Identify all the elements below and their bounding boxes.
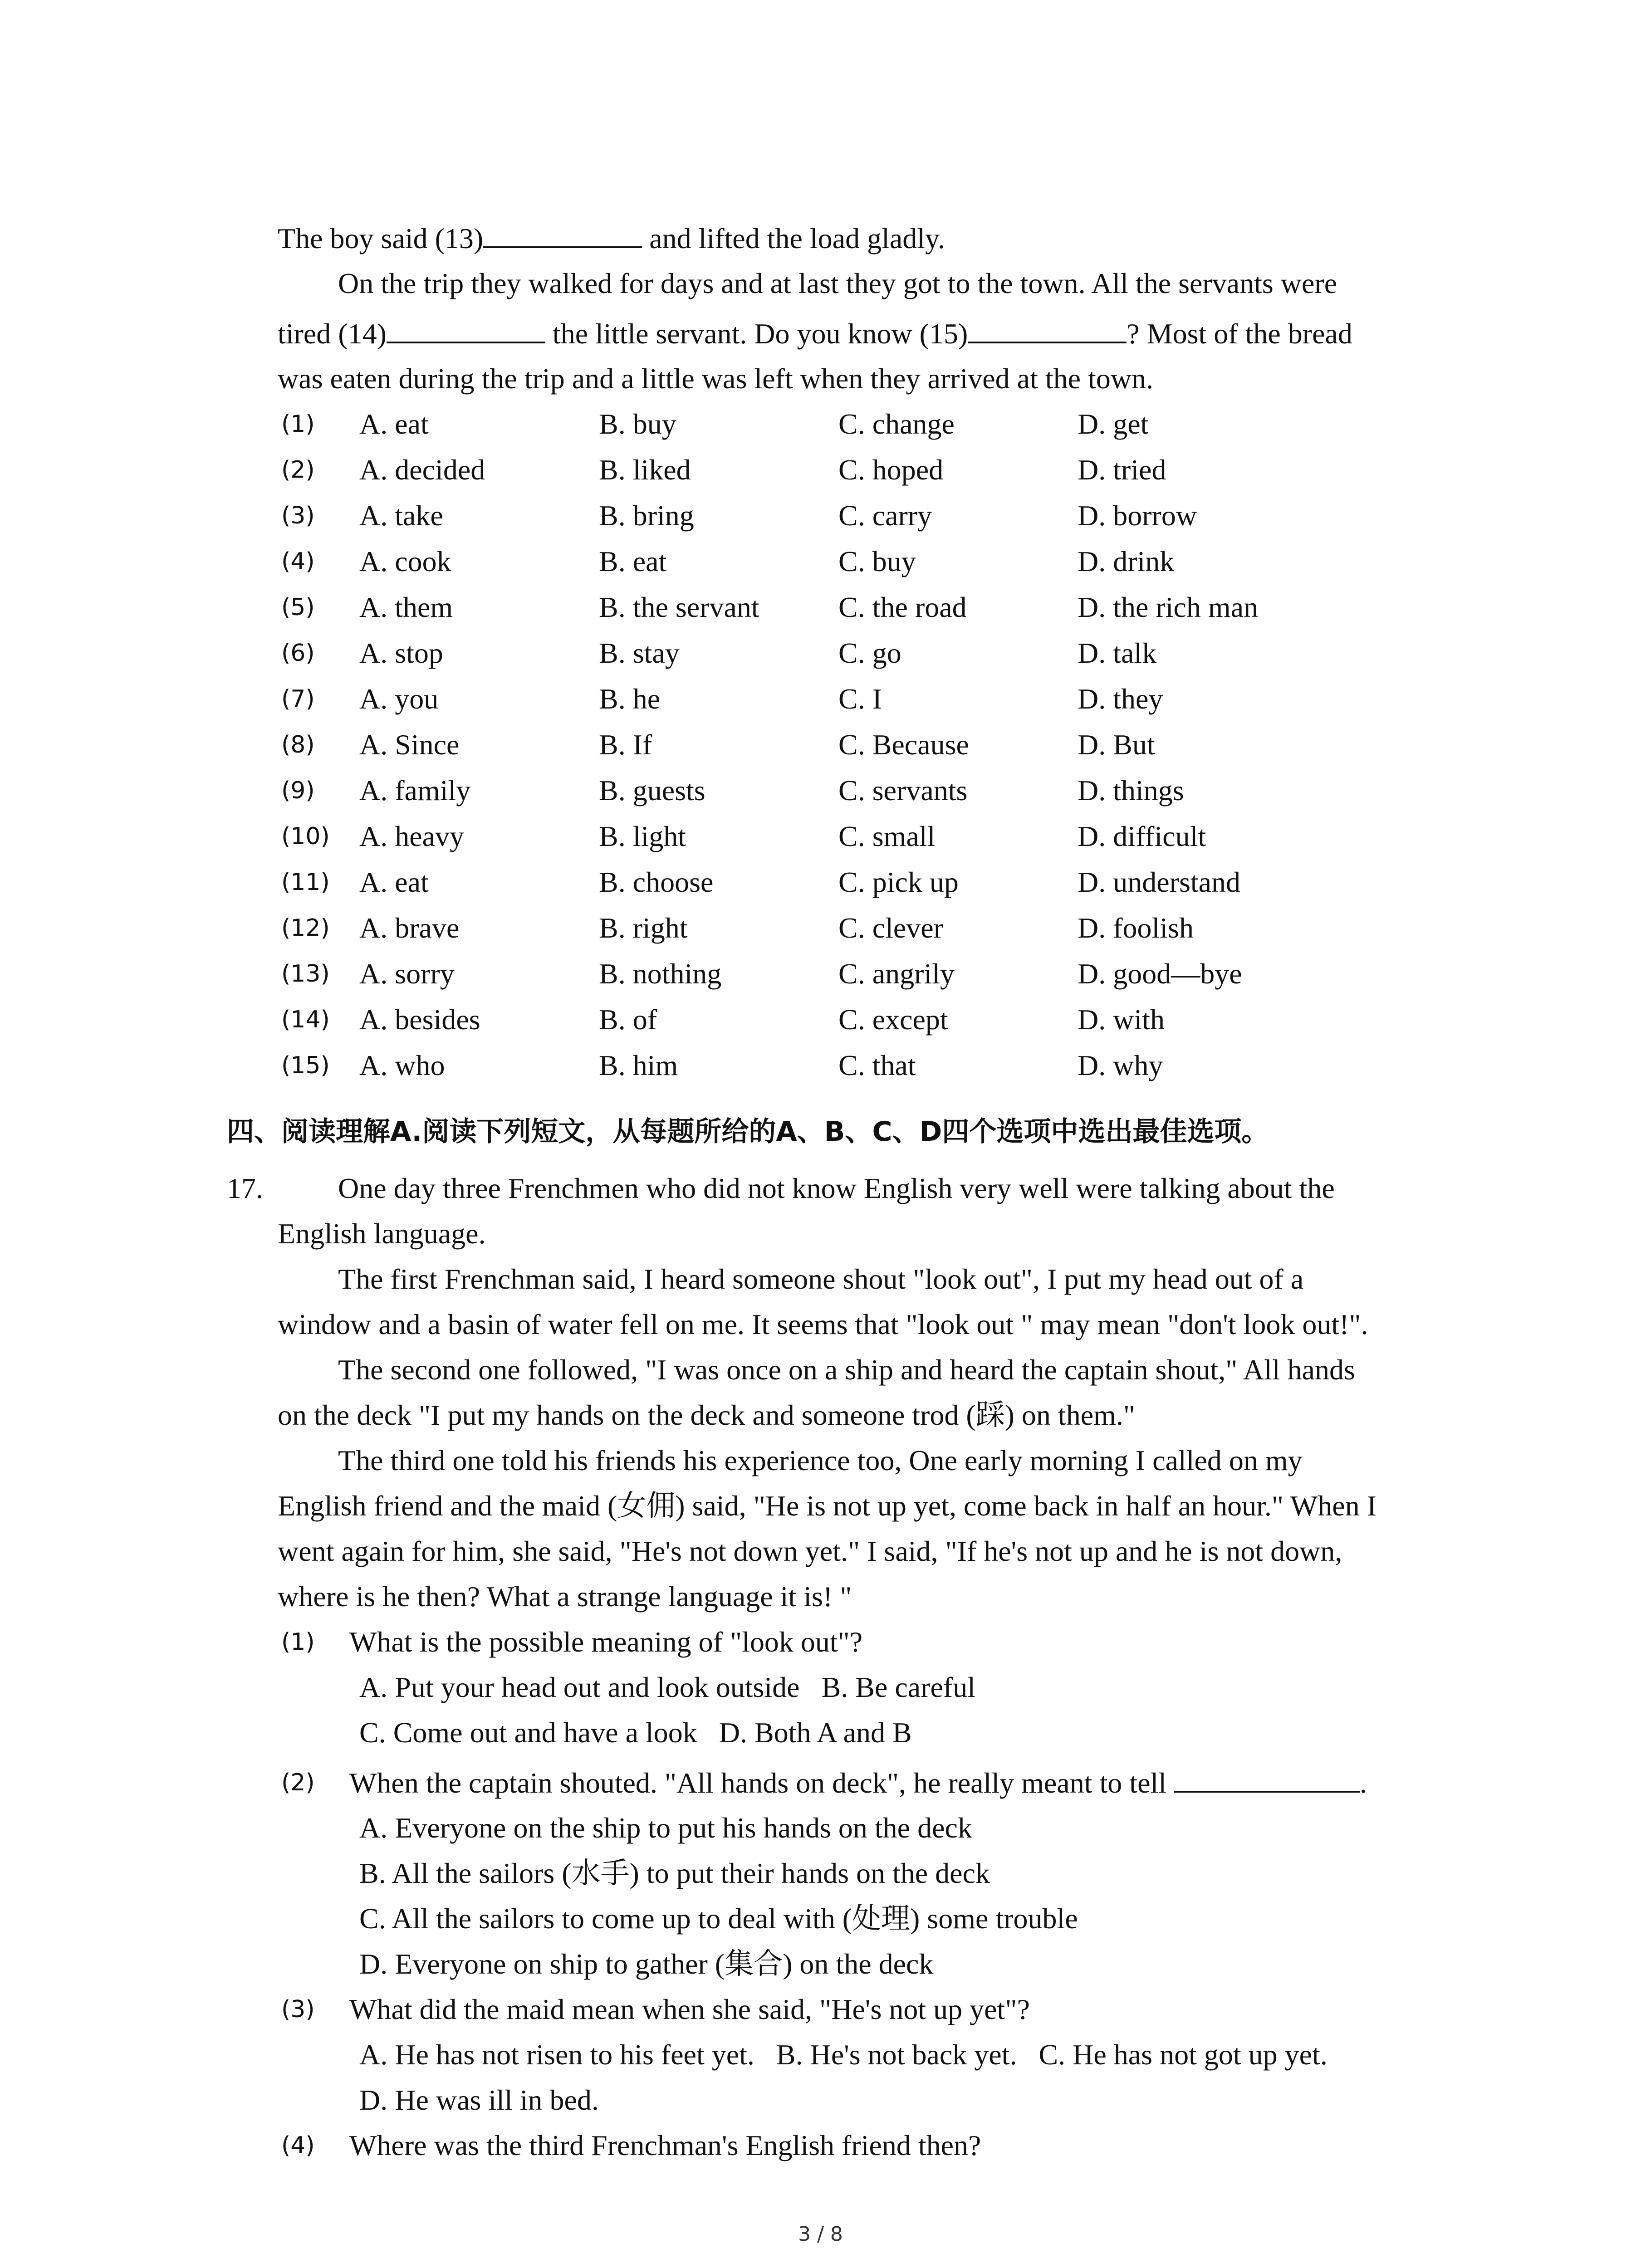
option-c: C. buy — [838, 545, 916, 577]
option-b: B. light — [599, 820, 686, 852]
option-row — [0, 635, 1641, 671]
option-c: C. except — [838, 1003, 948, 1036]
question-text: What is the possible meaning of "look out"? — [349, 1626, 863, 1658]
reading-line: One day three Frenchmen who did not know English very well were talking about the — [338, 1172, 1335, 1204]
option-b: B. the servant — [599, 591, 759, 623]
option-d: D. with — [1078, 1003, 1165, 1036]
option-c: C. small — [838, 820, 936, 852]
option-d: D. borrow — [1078, 499, 1197, 532]
option-d: D. But — [1078, 728, 1155, 761]
question-number: (9) — [281, 777, 315, 804]
answer-option: A. He has not risen to his feet yet. B. He's not back yet. C. He has not got up yet. — [359, 2038, 1327, 2071]
reading-line: window and a basin of water fell on me. It seems that "look out " may mean "don't look out!". — [278, 1308, 1368, 1340]
option-a: A. heavy — [359, 820, 465, 852]
answer-option: B. All the sailors (水手) to put their hands on the deck — [359, 1857, 990, 1889]
option-a: A. family — [359, 774, 471, 807]
option-c: C. I — [838, 683, 882, 715]
option-c: C. hoped — [838, 454, 944, 486]
question-number: (3) — [281, 1996, 315, 2023]
question-number: (15) — [281, 1052, 330, 1079]
question-text-body: When the captain shouted. "All hands on deck", he really meant to tell — [349, 1767, 1174, 1799]
option-row — [0, 589, 1641, 626]
option-c: C. carry — [838, 499, 932, 532]
option-d: D. difficult — [1078, 820, 1206, 852]
passage-line — [278, 315, 1352, 352]
option-d: D. why — [1078, 1049, 1163, 1081]
option-a: A. eat — [359, 866, 429, 898]
option-c: C. that — [838, 1049, 916, 1081]
reading-line: English friend and the maid (女佣) said, "He is not up yet, come back in half an hour." When I — [278, 1490, 1377, 1522]
option-d: D. drink — [1078, 545, 1175, 577]
option-a: A. decided — [359, 454, 485, 486]
option-row — [0, 910, 1641, 946]
option-b: B. buy — [599, 408, 676, 440]
passage-text: tired (14) — [278, 318, 387, 350]
option-b: B. of — [599, 1003, 657, 1036]
option-row — [0, 681, 1641, 717]
reading-line: on the deck "I put my hands on the deck and someone trod (踩) on them." — [278, 1399, 1136, 1431]
passage-line — [278, 220, 945, 257]
option-c: C. clever — [838, 912, 943, 944]
option-b: B. choose — [599, 866, 714, 898]
passage-text: The boy said (13) — [278, 222, 484, 254]
answer-blank — [1174, 1765, 1360, 1793]
question-number: (7) — [281, 685, 315, 713]
option-a: A. eat — [359, 408, 429, 440]
question-number: (12) — [281, 914, 330, 942]
option-a: A. Since — [359, 728, 460, 761]
question-text — [349, 1765, 1367, 1801]
passage-text: the little servant. Do you know (15) — [545, 318, 968, 350]
option-a: A. stop — [359, 637, 443, 669]
option-d: D. foolish — [1078, 912, 1194, 944]
option-b: B. stay — [599, 637, 680, 669]
option-d: D. talk — [1078, 637, 1157, 669]
reading-line: English language. — [278, 1217, 486, 1250]
option-b: B. eat — [599, 545, 667, 577]
option-row — [0, 543, 1641, 580]
option-d: D. things — [1078, 774, 1184, 807]
option-d: D. the rich man — [1078, 591, 1259, 623]
question-number: (13) — [281, 960, 330, 987]
question-number: (2) — [281, 456, 315, 484]
reading-line: The second one followed, "I was once on a ship and heard the captain shout," All hands — [338, 1354, 1355, 1386]
question-number: (11) — [281, 869, 330, 896]
option-c: C. go — [838, 637, 901, 669]
option-c: C. pick up — [838, 866, 959, 898]
question-number: (6) — [281, 640, 315, 667]
option-d: D. get — [1078, 408, 1149, 440]
reading-line: The first Frenchman said, I heard someone shout "look out", I put my head out of a — [338, 1263, 1304, 1295]
question-number: (1) — [281, 1628, 315, 1656]
answer-option: D. He was ill in bed. — [359, 2084, 599, 2116]
question-number: 17. — [227, 1172, 263, 1204]
option-row — [0, 864, 1641, 900]
question-number: (5) — [281, 594, 315, 621]
question-number: (2) — [281, 1769, 315, 1796]
reading-line: The third one told his friends his experience too, One early morning I called on my — [338, 1444, 1303, 1476]
option-row — [0, 452, 1641, 488]
option-a: A. who — [359, 1049, 445, 1081]
option-b: B. nothing — [599, 958, 722, 990]
option-row — [0, 772, 1641, 809]
question-number: (4) — [281, 548, 315, 575]
option-row — [0, 818, 1641, 855]
answer-blank — [483, 220, 642, 248]
option-c: C. change — [838, 408, 955, 440]
option-a: A. take — [359, 499, 443, 532]
option-c: C. angrily — [838, 958, 955, 990]
reading-line: went again for him, she said, "He's not down yet." I said, "If he's not up and he is not down, — [278, 1535, 1342, 1567]
question-text: What did the maid mean when she said, "He's not up yet"? — [349, 1993, 1030, 2025]
option-a: A. you — [359, 683, 439, 715]
option-a: A. brave — [359, 912, 460, 944]
option-d: D. they — [1078, 683, 1163, 715]
option-d: D. understand — [1078, 866, 1241, 898]
passage-text: ? Most of the bread — [1127, 318, 1352, 350]
option-a: A. besides — [359, 1003, 480, 1036]
question-text: Where was the third Frenchman's English friend then? — [349, 2129, 981, 2161]
answer-blank — [387, 315, 545, 343]
passage-text: and lifted the load gladly. — [642, 222, 945, 254]
option-c: C. the road — [838, 591, 967, 623]
option-c: C. servants — [838, 774, 968, 807]
question-number: (3) — [281, 502, 315, 529]
section-title: 四、阅读理解A.阅读下列短文，从每题所给的A、B、C、D四个选项中选出最佳选项。 — [227, 1116, 1269, 1148]
option-row — [0, 1047, 1641, 1084]
option-row — [0, 498, 1641, 534]
answer-option: A. Everyone on the ship to put his hands on the deck — [359, 1812, 972, 1844]
reading-line: where is he then? What a strange language it is! " — [278, 1580, 852, 1613]
option-b: B. right — [599, 912, 688, 944]
question-text-tail: . — [1360, 1767, 1367, 1799]
option-b: B. he — [599, 683, 661, 715]
option-d: D. good—bye — [1078, 958, 1242, 990]
option-b: B. guests — [599, 774, 705, 807]
question-number: (1) — [281, 411, 315, 438]
option-row — [0, 727, 1641, 763]
passage-line: On the trip they walked for days and at last they got to the town. All the servants were — [338, 267, 1337, 299]
option-row — [0, 956, 1641, 992]
page-number: 3 / 8 — [798, 2223, 843, 2246]
answer-blank — [968, 315, 1127, 343]
option-row — [0, 406, 1641, 442]
option-row — [0, 1002, 1641, 1038]
question-number: (10) — [281, 823, 330, 850]
question-number: (14) — [281, 1006, 330, 1033]
option-a: A. sorry — [359, 958, 455, 990]
option-b: B. bring — [599, 499, 694, 532]
answer-option: C. Come out and have a look D. Both A and B — [359, 1716, 912, 1749]
question-number: (8) — [281, 731, 315, 758]
option-d: D. tried — [1078, 454, 1166, 486]
option-a: A. them — [359, 591, 453, 623]
question-number: (4) — [281, 2132, 315, 2159]
answer-option: A. Put your head out and look outside B. Be careful — [359, 1671, 975, 1703]
answer-option: D. Everyone on ship to gather (集合) on the deck — [359, 1948, 934, 1980]
answer-option: C. All the sailors to come up to deal with (处理) some trouble — [359, 1902, 1078, 1935]
passage-line: was eaten during the trip and a little was left when they arrived at the town. — [278, 362, 1154, 395]
option-b: B. If — [599, 728, 652, 761]
option-c: C. Because — [838, 728, 969, 761]
option-b: B. liked — [599, 454, 691, 486]
option-a: A. cook — [359, 545, 451, 577]
option-b: B. him — [599, 1049, 678, 1081]
